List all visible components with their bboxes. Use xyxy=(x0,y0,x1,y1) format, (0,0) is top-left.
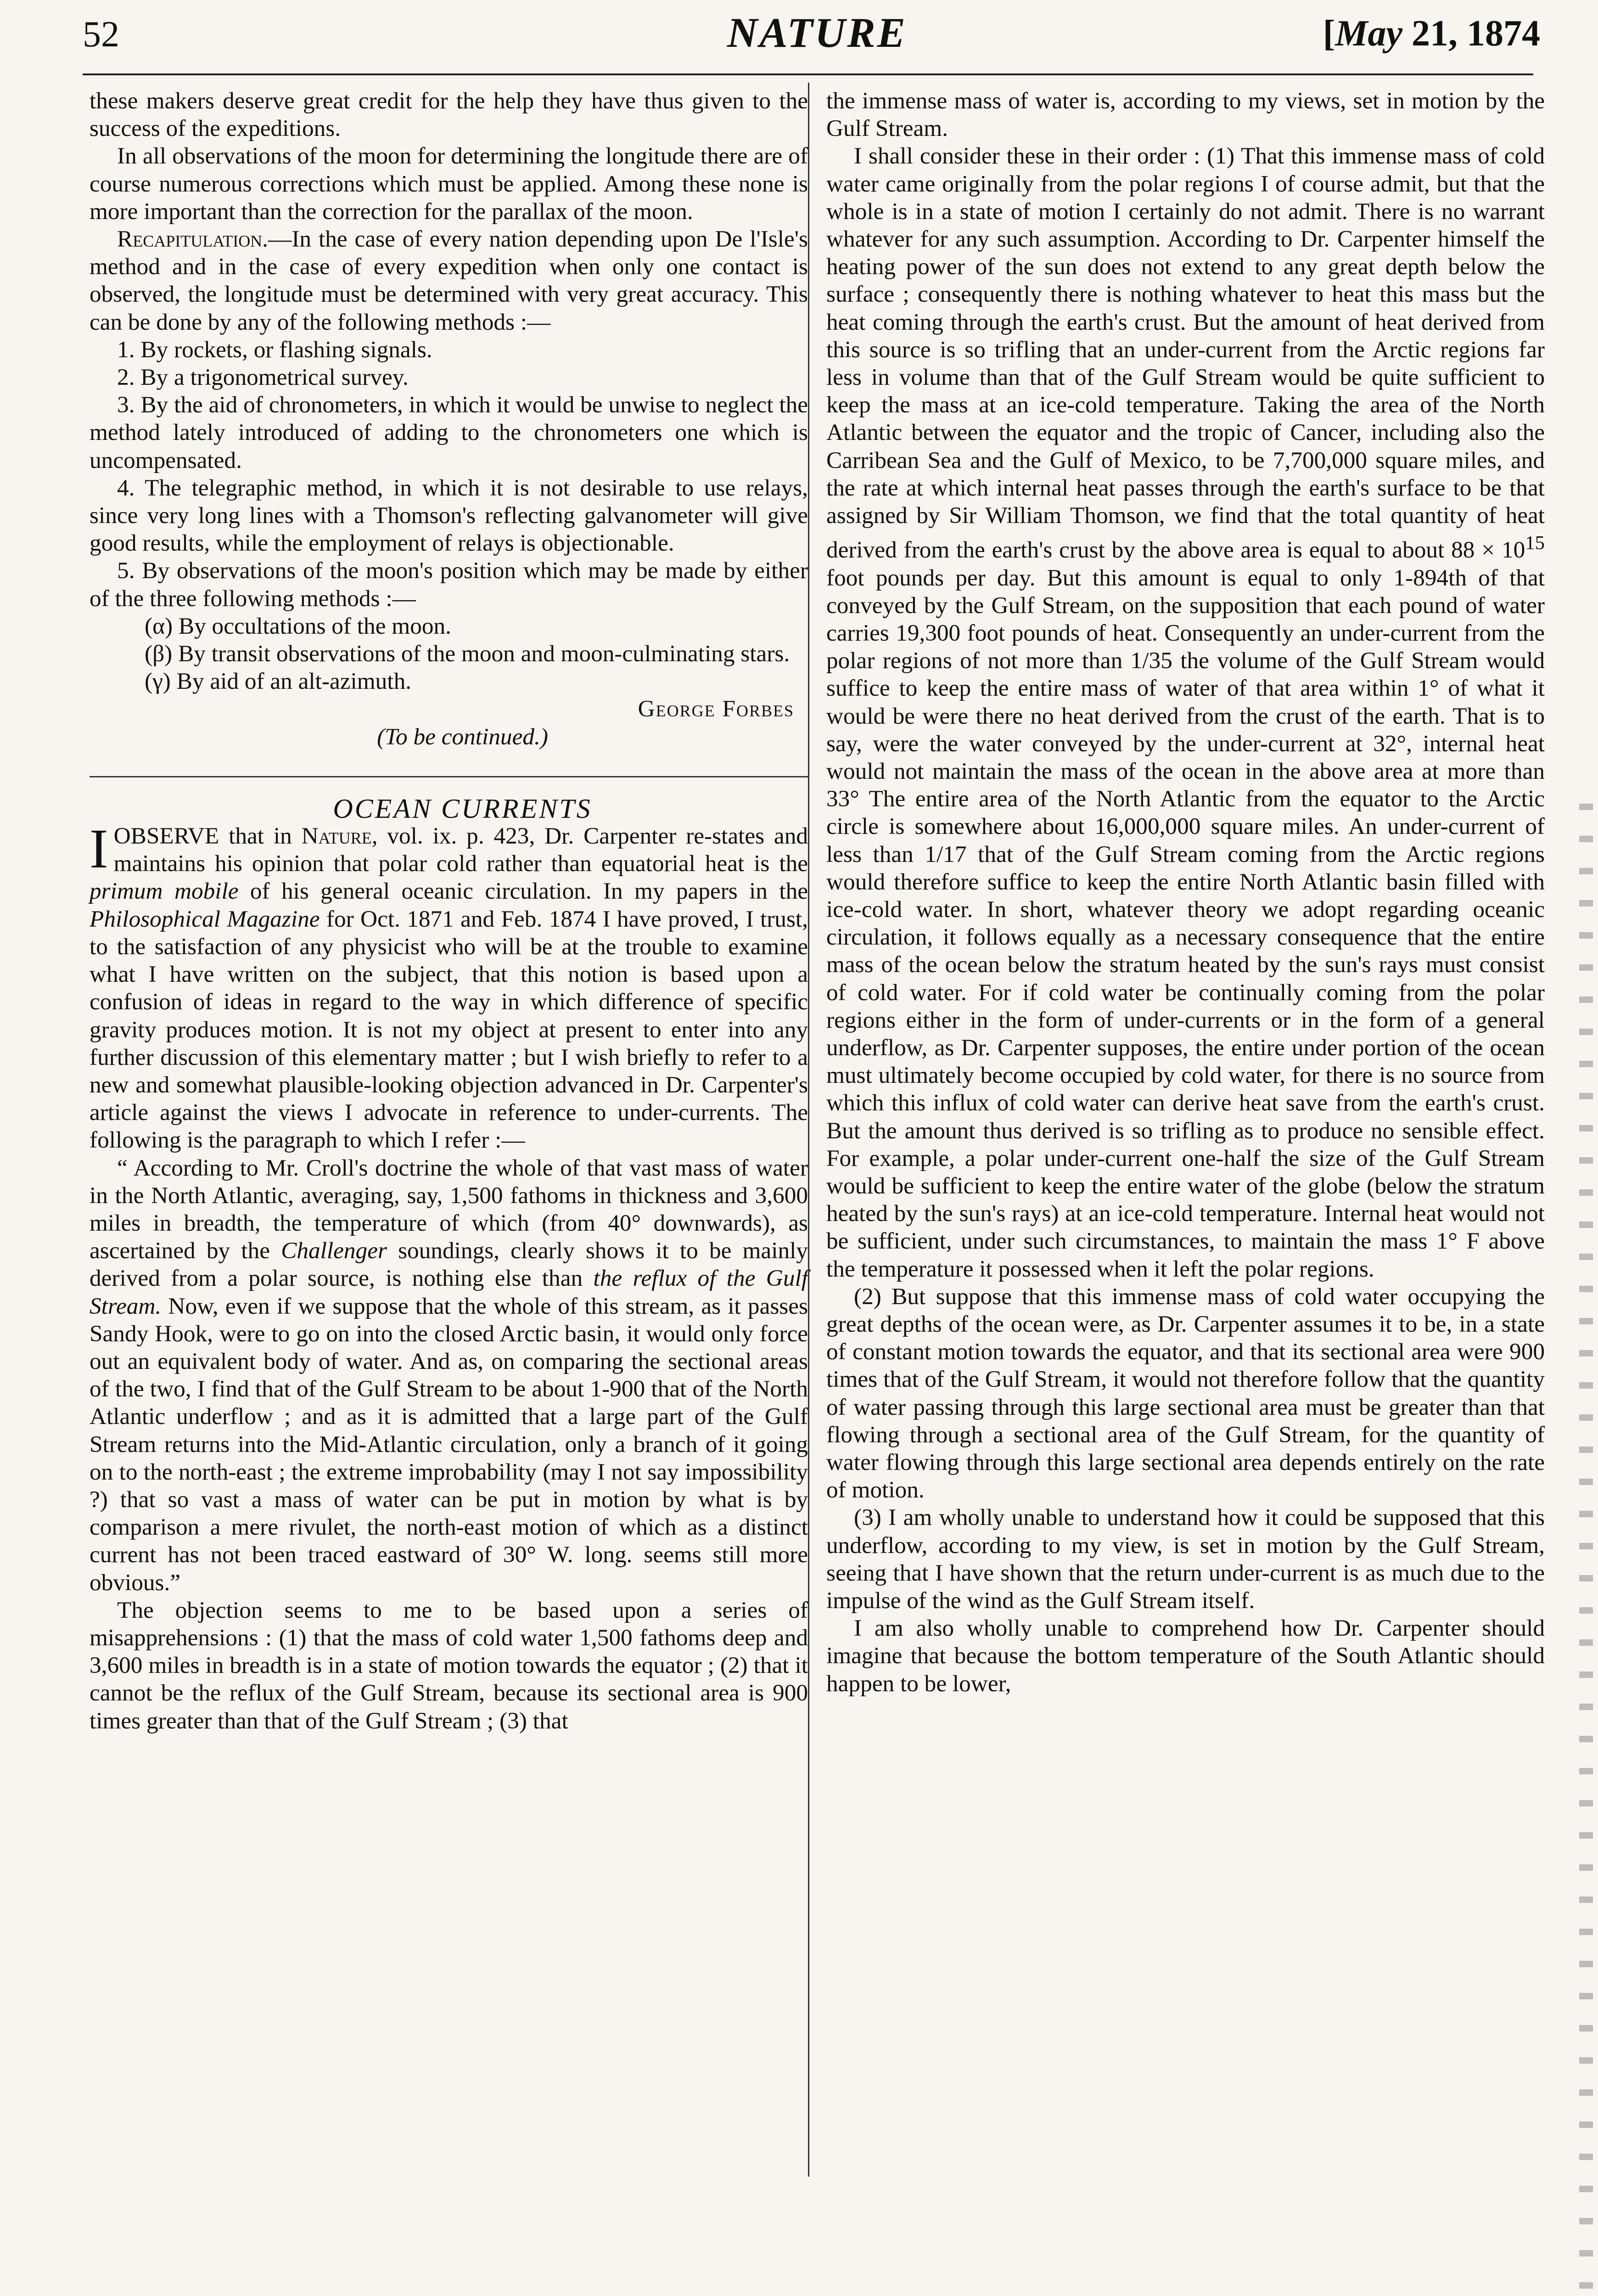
right-column xyxy=(826,87,1545,1698)
list-item: 3. By the aid of chronometers, in which it would be unwise to neglect the method lately introduced of adding to the chronometers one which is uncompensated. xyxy=(90,392,808,473)
paragraph xyxy=(826,142,1545,1283)
continued-note: (To be continued.) xyxy=(377,723,548,750)
section-title: OCEAN CURRENTS xyxy=(333,793,592,824)
paragraph: The objection seems to me to be based upon a series of misapprehensions : (1) that the mass of cold water 1,500 fathoms deep and 3,600 miles in breadth is in a state of motion towards the equator ; (2) that it cannot be the reflux of the Gulf Stream, because its sectional area is 900 times greater than that of the Gulf Stream ; (3) that xyxy=(90,1597,808,1734)
text-run: Now, even if we suppose that the whole of this stream, as it passes Sandy Hook, were to go on into the closed Arctic basin, it would only force out an equivalent body of water. And as, on comparing the sectional areas of the two, I find that of the Gulf Stream to be about 1-900 that of the North Atlantic underflow ; and as it is admitted that a large part of the Gulf Stream returns into the Mid-Atlantic circulation, only a branch of it going on to the north-east ; the extreme improbability (may I not say impossibility ?) that so vast a mass of water can be put in motion by what is by comparison a mere rivulet, the north-east motion of which as a distinct current has not been traced eastward of 30° W. long. seems still more obvious.” xyxy=(90,1293,808,1596)
italic-term: primum mobile xyxy=(90,878,239,905)
section-divider xyxy=(90,776,808,777)
exponent: 15 xyxy=(1525,532,1545,554)
header-rule xyxy=(83,73,1533,75)
italic-phrase: the reflux of the Gulf Stream. xyxy=(90,1265,808,1319)
italic-title: Philosophical Magazine xyxy=(90,906,320,932)
sub-list-item: (β) By transit observations of the moon and moon-culminating stars. xyxy=(145,641,790,667)
author-signature: George Forbes xyxy=(638,696,794,722)
recapitulation-text: —In the case of every nation depending upon De l'Isle's method and in the case of every expedition when only one contact is observed, the longitude must be determined with very great accuracy. This can be done by any of the following methods :— xyxy=(90,226,808,335)
recapitulation-paragraph xyxy=(90,225,808,336)
text-run: “ According to Mr. Croll's doctrine the whole of that vast mass of water in the North Atlantic, averaging, say, 1,500 fathoms in thickness and 3,600 miles in breadth, the temperature of which (from 40° downwards), as ascertained by the xyxy=(90,1154,808,1264)
page-number: 52 xyxy=(83,14,119,55)
scan-edge-artifact xyxy=(1579,804,1593,2296)
list-item: 5. By observations of the moon's position which may be made by either of the three following methods :— xyxy=(90,557,808,612)
journal-name: Nature xyxy=(301,823,372,850)
sub-list-item: (α) By occultations of the moon. xyxy=(145,613,451,639)
paragraph: (2) But suppose that this immense mass of cold water occupying the great depths of the ocean were, as Dr. Carpenter assumes it to be, in a state of constant motion towards the equator, and that its sectional area were 900 times that of the Gulf Stream, it would not therefore follow that the quantity of water passing through this large sectional area must be greater than that flowing through a sectional area of the Gulf Stream, for the quantity of water flowing through this large sectional area depends entirely on the rate of motion. xyxy=(826,1283,1545,1503)
text-run: foot pounds per day. But this amount is equal to only 1-894th of that conveyed by the Gulf Stream, on the supposition that each pound of water carries 19,300 foot pounds of heat. Consequently an under-current from the polar regions of not more than xyxy=(826,564,1545,674)
list-item: 2. By a trigonometrical survey. xyxy=(117,364,409,391)
left-column xyxy=(90,87,808,1735)
issue-date-month: May xyxy=(1335,13,1402,54)
text-run: OBSERVE that in xyxy=(113,823,302,850)
paragraph: (3) I am wholly unable to understand how it could be supposed that this underflow, according to my view, is set in motion by the Gulf Stream, seeing that I have shown that the return under-current is as much due to the impulse of the wind as the Gulf Stream itself. xyxy=(826,1504,1545,1614)
fraction: 1/35 xyxy=(1130,647,1172,674)
paragraph: I am also wholly unable to comprehend how Dr. Carpenter should imagine that because the bottom temperature of the South Atlantic should happen to be lower, xyxy=(826,1615,1545,1697)
text-run: the volume of the Gulf Stream would suffice to keep the entire mass of water of that area within 1° of what it would be were there no heat derived from the crust of the earth. That is to say, were the water conveyed by the under-current at 32°, internal heat would not maintain the mass of the ocean in the above area at more than 33° The entire area of the North Atlantic from the equator to the Arctic circle is somewhere about 16,000,000 square miles. An under-current of less than xyxy=(826,647,1545,867)
text-run: , vol. ix. p. 423, Dr. Carpenter re-states and maintains his opinion that polar cold rather than equatorial heat is the xyxy=(113,823,808,877)
quoted-paragraph xyxy=(90,1154,808,1597)
opening-paragraph xyxy=(90,818,808,1154)
ship-name: Challenger xyxy=(281,1238,387,1264)
journal-title: NATURE xyxy=(727,9,908,56)
fraction: 1/17 xyxy=(925,841,967,867)
page-header xyxy=(83,8,1552,63)
issue-date: [May 21, 1874 xyxy=(1323,13,1540,54)
text-run: for Oct. 1871 and Feb. 1874 I have proved, I trust, to the satisfaction of any physicist who will be at the trouble to examine what I have written on the subject, that this notion is based upon a confusion of ideas in regard to the way in which difference of specific gravity produces motion. It is not my object at present to enter into any further discussion of this elementary matter ; but I wish briefly to refer to a new and somewhat plausible-looking objection advanced in Dr. Carpenter's article against the views I advocate in reference to under-currents. The following is the paragraph to which I refer :— xyxy=(90,906,808,1154)
text-run: soundings, clearly shows it to be mainly derived from a polar source, is nothing else than xyxy=(90,1238,808,1292)
sub-list-item: (γ) By aid of an alt-azimuth. xyxy=(145,668,412,695)
list-item: 1. By rockets, or flashing signals. xyxy=(117,336,432,363)
column-divider xyxy=(808,83,809,2177)
text-run: that of the Gulf Stream coming from the Arctic regions would therefore suffice to keep the entire North Atlantic basin filled with ice-cold water. In short, whatever theory we adopt regarding oceanic circulation, it follows equally as a necessary consequence that the entire mass of the ocean below the stratum heated by the sun's rays must consist of cold water. For if cold water be continually coming from the polar regions either in the form of under-currents or in the form of a general underflow, as Dr. Carpenter supposes, the entire under portion of the ocean must ultimately become occupied by cold water, for there is no source from which this influx of cold water can derive heat save from the earth's crust. But the amount thus derived is so trifling as to produce no sensible effect. For example, a polar under-current one-half the size of the Gulf Stream would be sufficient to keep the entire water of the globe (below the stratum heated by the sun's rays) at an ice-cold temperature. Internal heat would not be sufficient, under such circumstances, to maintain the mass 1° F above the temperature it possessed when it left the polar regions. xyxy=(826,841,1545,1282)
text-run: I shall consider these in their order : (1) That this immense mass of cold water came originally from the polar regions I of course admit, but that the whole is in a state of motion I certainly do not admit. There is no warrant whatever for any such assumption. According to Dr. Carpenter himself the heating power of the sun does not extend to any great depth below the surface ; consequently there is nothing whatever to heat this mass but the heat coming through the earth's crust. But the amount of heat derived from this source is so trifling that an under-current from the Arctic regions far less in volume than that of the Gulf Stream would be quite sufficient to keep the mass at an ice-cold temperature. Taking the area of the North Atlantic between the equator and the tropic of Cancer, including also the Carribean Sea and the Gulf of Mexico, to be 7,700,000 square miles, and the rate at which internal heat passes through the earth's surface to be that assigned by Sir William Thomson, we find that the total quantity of heat derived from the earth's crust by the above area is equal to about 88 × 10 xyxy=(826,143,1545,563)
issue-date-rest: 21, 1874 xyxy=(1402,13,1540,54)
paragraph: In all observations of the moon for determining the longitude there are of course numerous corrections which must be applied. Among these none is more important than the correction for the parallax of the moon. xyxy=(90,143,808,225)
paragraph: the immense mass of water is, according to my views, set in motion by the Gulf Stream. xyxy=(826,88,1545,142)
list-item: 4. The telegraphic method, in which it is not desirable to use relays, since very long lines with a Thomson's reflecting galvanometer will give good results, while the employment of relays is objectionable. xyxy=(90,474,808,557)
text-run: of his general oceanic circulation. In my papers in the xyxy=(238,878,808,905)
drop-cap: I xyxy=(90,818,108,880)
paragraph: these makers deserve great credit for the help they have thus given to the success of the expeditions. xyxy=(90,88,808,142)
recapitulation-heading: Recapitulation. xyxy=(117,226,269,253)
